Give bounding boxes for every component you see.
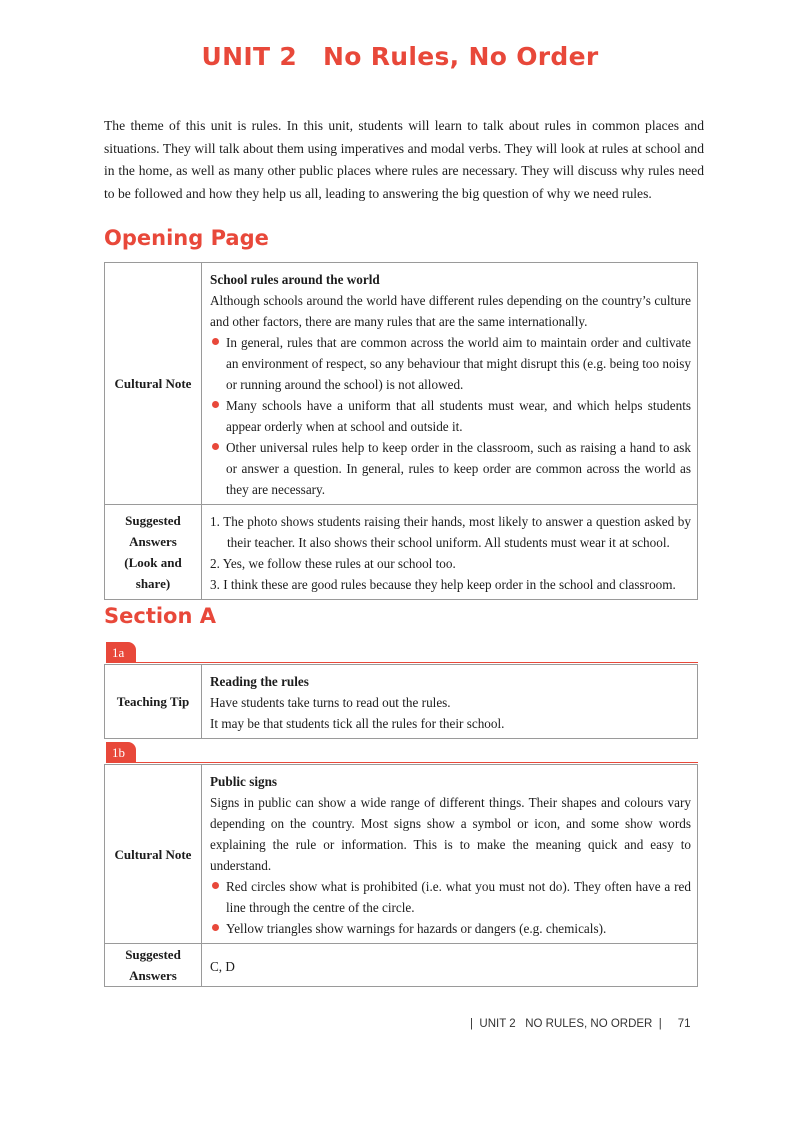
label-line: Answers [129,968,177,983]
suggested-answers-content [202,944,697,986]
suggested-answers-label [105,505,202,599]
suggested-answers-row [105,504,697,599]
answer-item: 2. Yes, we follow these rules at our school too. [210,556,456,571]
cultural-note-text: Signs in public can show a wide range of different things. Their shapes and colours vary depending on the country. Most signs show a symbol or icon, and some show words explaining the rule or information. This is to make the meaning quick and easy to understand. [210,795,691,873]
teaching-tip-content [202,665,697,738]
suggested-answers-content [202,505,697,599]
label-line: share) [135,576,171,591]
bullet-item: Many schools have a uniform that all students must wear, and which helps students appear orderly when at school and outside it. [210,395,691,437]
tag-1a: 1a [106,642,136,663]
bullet-item: Yellow triangles show warnings for hazards or dangers (e.g. chemicals). [210,918,691,939]
cultural-note-row [105,765,697,943]
cultural-note-text: Although schools around the world have different rules depending on the country’s culture and other factors, there are many rules that are the same internationally. [210,293,691,329]
label-line: (Look and [124,555,182,570]
suggested-answers-row [105,943,697,986]
section-a-heading: Section A [104,604,216,628]
page-number: 71 [677,1018,691,1030]
cultural-note-content [202,263,697,504]
cultural-note-row [105,263,697,504]
teaching-tip-line: It may be that students tick all the rules for their school. [210,716,505,731]
unit-name: No Rules, No Order [323,42,599,71]
footer-unit: UNIT 2 [479,1018,516,1030]
page-title [0,42,800,71]
bullet-item: Other universal rules help to keep order in the classroom, such as raising a hand to ask or answer a question. In general, rules to keep order are common across the world as they are necessary. [210,437,691,500]
cultural-note-label: Cultural Note [105,263,202,504]
label-line: Suggested [125,947,181,962]
tag-1a-rule [106,662,698,663]
label-line: Answers [129,534,177,549]
part-1b-table [104,764,698,987]
footer-title: NO RULES, NO ORDER [525,1018,653,1030]
suggested-answers-label [105,944,202,986]
cultural-note-label: Cultural Note [105,765,202,943]
answer-item: 1. The photo shows students raising their hands, most likely to answer a question asked by their teacher. It also shows their school uniform. All students must wear it at school. [210,514,691,550]
cultural-note-title: School rules around the world [210,272,380,287]
unit-number: UNIT 2 [201,42,298,71]
label-line: Suggested [125,513,181,528]
teaching-tip-label: Teaching Tip [105,665,202,738]
teaching-tip-row [105,665,697,738]
bullet-item: Red circles show what is prohibited (i.e. what you must not do). They often have a red line through the centre of the circle. [210,876,691,918]
cultural-note-title: Public signs [210,774,278,789]
page-footer: | UNIT 2 NO RULES, NO ORDER | 71 [470,1018,691,1030]
tag-1b: 1b [106,742,136,763]
answer-item: 3. I think these are good rules because they help keep order in the school and classroom. [210,577,676,592]
part-1a-table [104,664,698,739]
cultural-note-content [202,765,697,943]
intro-paragraph: The theme of this unit is rules. In this unit, students will learn to talk about rules in common places and situations. They will talk about them using imperatives and modal verbs. They will look at rules at school and in the home, as well as many other public places where rules are necessary. They will discuss why rules need to be followed and how they help us all, leading to answering the big question of why we need rules. [104,118,704,201]
bullet-item: In general, rules that are common across the world aim to maintain order and cultivate an environment of respect, so any behaviour that might disrupt this (e.g. being too noisy or running around the school) is not allowed. [210,332,691,395]
teaching-tip-title: Reading the rules [210,674,309,689]
tag-1b-rule [106,762,698,763]
opening-page-heading: Opening Page [104,226,269,250]
answer-value: C, D [210,958,235,974]
teaching-tip-line: Have students take turns to read out the rules. [210,695,451,710]
opening-page-table [104,262,698,600]
